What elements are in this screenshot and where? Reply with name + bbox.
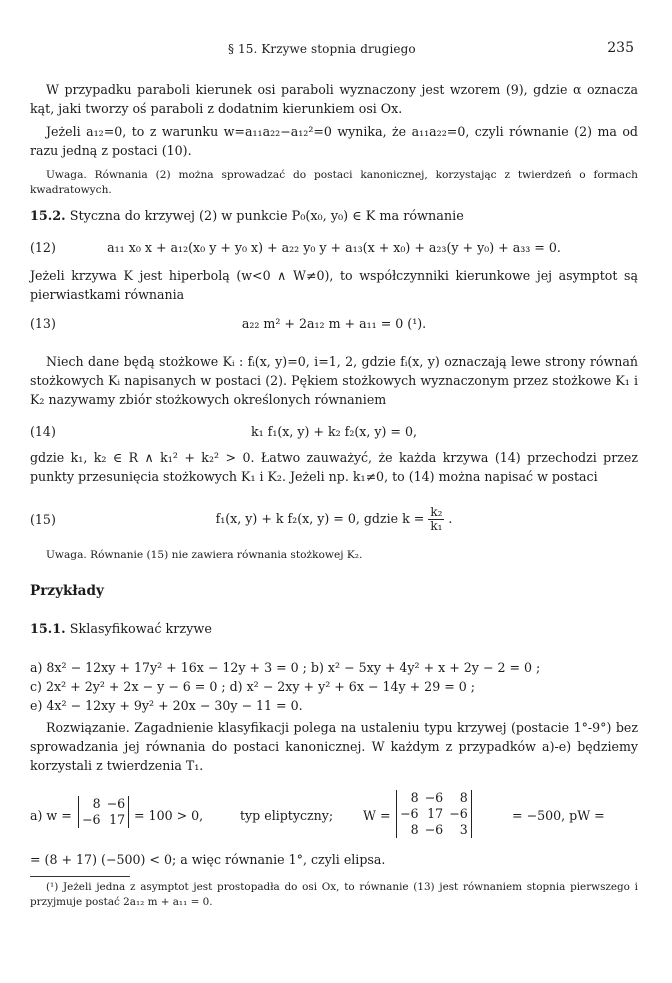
equation-14-label: (14)	[30, 424, 56, 439]
W-determinant	[396, 790, 472, 838]
W-cell: 17	[427, 806, 444, 821]
equation-15	[30, 506, 638, 542]
examples-heading: Przykłady	[30, 583, 104, 599]
header-title: § 15. Krzywe stopnia drugiego	[228, 42, 416, 56]
W-cell: −6	[424, 822, 444, 837]
curve-list-item: c) 2x² + 2y² + 2x − y − 6 = 0 ; d) x² − 2xy + y² + 6x − 14y + 29 = 0 ;	[30, 679, 476, 694]
section-15-2-text: Styczna do krzywej (2) w punkcie P₀(x₀, y₀) ∈ K ma równanie	[69, 209, 464, 224]
W-cell: 8	[459, 790, 468, 805]
w-cell: 8	[92, 796, 101, 811]
determinant-calculation	[30, 790, 638, 848]
w-determinant	[78, 796, 129, 828]
equation-12-body: a₁₁ x₀ x + a₁₂(x₀ y + y₀ x) + a₂₂ y₀ y + a₁₃(x + x₀) + a₂₃(y + y₀) + a₃₃ = 0.	[107, 240, 561, 255]
equation-15-label: (15)	[30, 512, 56, 527]
W-cell: −6	[400, 806, 419, 821]
remark-canonical-form: Uwaga. Równania (2) można sprowadzać do postaci kanonicznej, korzystając z twierdzeń o formach kwadratowych.	[30, 169, 638, 196]
equation-12	[30, 240, 638, 260]
paragraph-pencil-definition: Niech dane będą stożkowe Kᵢ : fᵢ(x, y)=0, i=1, 2, gdzie fᵢ(x, y) oznaczają lewe strony równań stożkowych Kᵢ napisanych w postaci (2). Pękiem stożkowych wyznaczonym przez stożkowe K₁ i K₂ nazywamy zbiór stożkowych określonych równaniem	[30, 354, 638, 407]
section-15-2	[30, 209, 464, 224]
equation-13-label: (13)	[30, 316, 56, 331]
fraction-denominator: k₁	[430, 519, 443, 533]
equation-14-body: k₁ f₁(x, y) + k₂ f₂(x, y) = 0,	[250, 424, 418, 439]
example-15-1-text: Sklasyfikować krzywe	[69, 622, 212, 637]
W-cell: 8	[410, 790, 419, 805]
W-cell: 3	[459, 822, 468, 837]
footnote-rule	[30, 876, 130, 877]
equation-15-fraction	[428, 506, 444, 533]
w-cell: −6	[82, 812, 101, 827]
page-number: 235	[607, 40, 634, 56]
type-label: typ eliptyczny;	[240, 808, 334, 823]
footnote: (¹) Jeżeli jedna z asymptot jest prostopadła do osi Ox, to równanie (13) jest równaniem stopnia pierwszego i przyjmuje postać 2a₁₂ m + a₁₁ = 0.	[30, 881, 638, 908]
equation-13	[30, 316, 638, 336]
equation-15-end: .	[448, 511, 453, 526]
solution-paragraph: Rozwiązanie. Zagadnienie klasyfikacji polega na ustaleniu typu krzywej (postacie 1°-9°) bez sprowadzania jej równania do postaci kanonicznej. W każdym z przypadków a)-e) będziemy korzystali z twierdzenia T₁.	[30, 720, 638, 773]
paragraph-pencil-property: gdzie k₁, k₂ ∈ R ∧ k₁² + k₂² > 0. Łatwo zauważyć, że każda krzywa (14) przechodzi przez punkty przesunięcia stożkowych K₁ i K₂. Jeżeli np. k₁≠0, to (14) można napisać w postaci	[30, 450, 638, 484]
w-cell: 17	[109, 812, 126, 827]
equation-15-body-wrap	[30, 506, 638, 533]
equation-14	[30, 424, 638, 444]
equation-15-body: f₁(x, y) + k f₂(x, y) = 0, gdzie k =	[215, 511, 425, 526]
W-cell: −6	[424, 790, 444, 805]
w-cell: −6	[106, 796, 126, 811]
example-15-1-number: 15.1.	[30, 622, 66, 637]
paragraph-parabola: W przypadku paraboli kierunek osi paraboli wyznaczony jest wzorem (9), gdzie α oznacza kąt, jaki tworzy oś paraboli z dodatnim kierunkiem osi Ox.	[30, 82, 638, 116]
W-label: W =	[363, 808, 391, 823]
example-15-1	[30, 622, 212, 637]
calc-prefix: a) w =	[30, 808, 72, 823]
paragraph-hyperbola: Jeżeli krzywa K jest hiperbolą (w<0 ∧ W≠0), to współczynniki kierunkowe jej asymptot są pierwiastkami równania	[30, 268, 638, 302]
curve-list	[30, 658, 638, 715]
curve-list-item: a) 8x² − 12xy + 17y² + 16x − 12y + 3 = 0 ; b) x² − 5xy + 4y² + x + 2y − 2 = 0 ;	[30, 660, 541, 675]
W-cell: 8	[410, 822, 419, 837]
fraction-numerator: k₂	[430, 505, 443, 519]
section-15-2-number: 15.2.	[30, 209, 66, 224]
running-header	[0, 42, 672, 62]
curve-list-item: e) 4x² − 12xy + 9y² + 20x − 30y − 11 = 0.	[30, 698, 303, 713]
W-result: = −500, pW =	[512, 808, 605, 823]
W-cell: −6	[449, 806, 468, 821]
equation-12-label: (12)	[30, 240, 56, 255]
paragraph-a12-zero: Jeżeli a₁₂=0, to z warunku w=a₁₁a₂₂−a₁₂²=0 wynika, że a₁₁a₂₂=0, czyli równanie (2) ma od razu jedną z postaci (10).	[30, 124, 638, 158]
w-result: = 100 > 0,	[134, 808, 204, 823]
equation-13-body: a₂₂ m² + 2a₁₂ m + a₁₁ = 0 (¹).	[241, 316, 427, 331]
calc-continuation: = (8 + 17) (−500) < 0; a więc równanie 1°, czyli elipsa.	[30, 852, 386, 867]
remark-equation-15: Uwaga. Równanie (15) nie zawiera równania stożkowej K₂.	[46, 549, 363, 561]
